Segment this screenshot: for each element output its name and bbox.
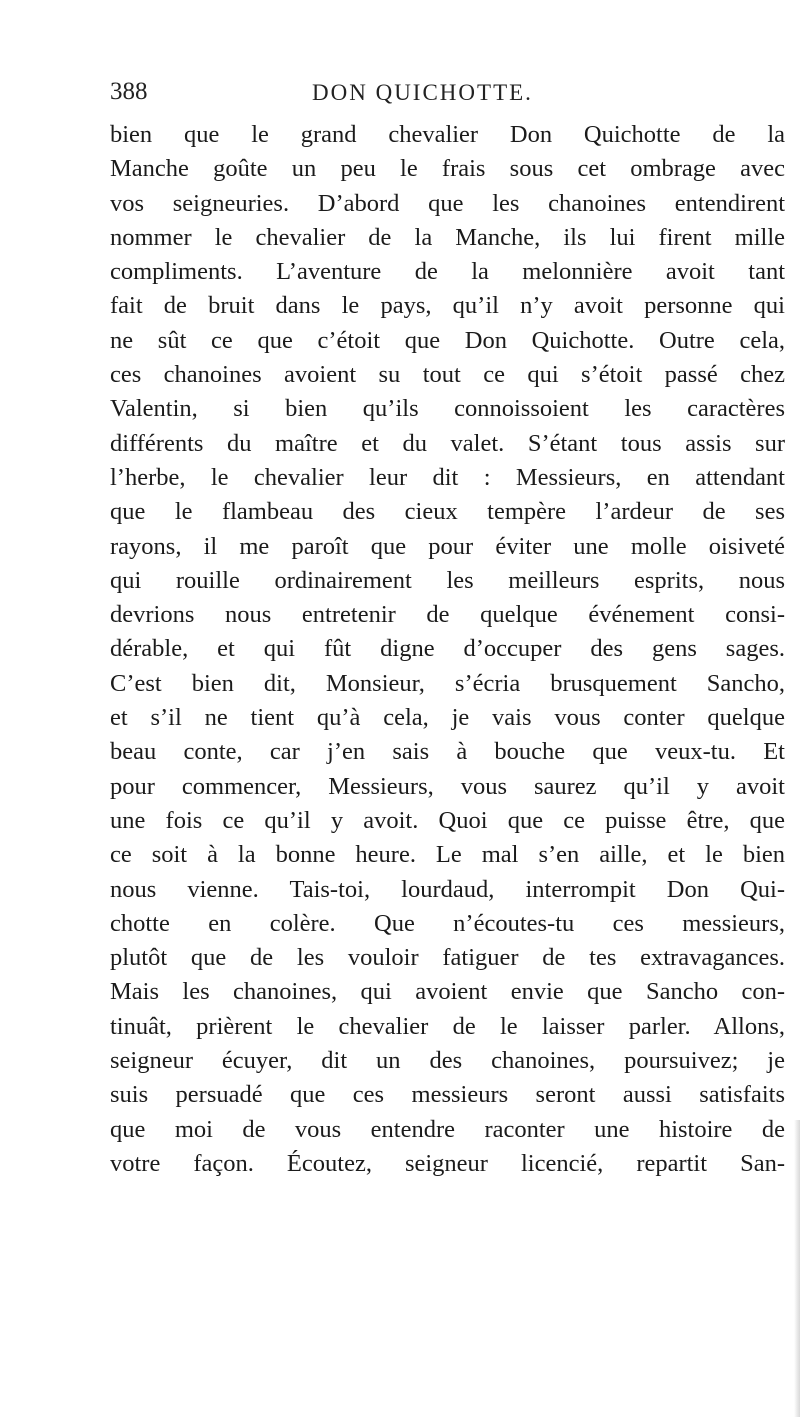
text-line: fait de bruit dans le pays, qu’il n’y avoit personne qui: [110, 292, 785, 320]
text-line: pour commencer, Messieurs, vous saurez qu’il y avoit: [110, 772, 785, 800]
page-header: [110, 78, 790, 114]
text-line: tinuât, prièrent le chevalier de le laisser parler. Allons,: [110, 1012, 785, 1040]
text-line: devrions nous entretenir de quelque événement consi-: [110, 601, 785, 629]
text-line: C’est bien dit, Monsieur, s’écria brusquement Sancho,: [110, 669, 785, 697]
text-line: ne sût ce que c’étoit que Don Quichotte. Outre cela,: [110, 326, 785, 354]
text-line: ces chanoines avoient su tout ce qui s’étoit passé chez: [110, 361, 785, 389]
text-line: Valentin, si bien qu’ils connoissoient les caractères: [110, 395, 785, 423]
text-line: rayons, il me paroît que pour éviter une molle oisiveté: [110, 532, 785, 560]
running-title: DON QUICHOTTE.: [312, 80, 533, 105]
text-line: nous vienne. Tais-toi, lourdaud, interrompit Don Qui-: [110, 875, 785, 903]
text-line: vos seigneuries. D’abord que les chanoines entendirent: [110, 189, 785, 217]
text-line: l’herbe, le chevalier leur dit : Messieurs, en attendant: [110, 463, 785, 491]
text-line: et s’il ne tient qu’à cela, je vais vous conter quelque: [110, 704, 785, 732]
text-line: dérable, et qui fût digne d’occuper des gens sages.: [110, 635, 785, 663]
text-line: beau conte, car j’en sais à bouche que veux-tu. Et: [110, 738, 785, 766]
text-line: que le flambeau des cieux tempère l’ardeur de ses: [110, 498, 785, 526]
page-number: 388: [110, 78, 148, 105]
text-line: Manche goûte un peu le frais sous cet ombrage avec: [110, 155, 785, 183]
text-line: Mais les chanoines, qui avoient envie que Sancho con-: [110, 978, 785, 1006]
text-line: chotte en colère. Que n’écoutes-tu ces messieurs,: [110, 909, 785, 937]
text-line: nommer le chevalier de la Manche, ils lui firent mille: [110, 223, 785, 251]
text-line: une fois ce qu’il y avoit. Quoi que ce puisse être, que: [110, 806, 785, 834]
text-line: bien que le grand chevalier Don Quichotte de la: [110, 121, 785, 148]
text-line: suis persuadé que ces messieurs seront aussi satisfaits: [110, 1081, 785, 1109]
text-line: différents du maître et du valet. S’étant tous assis sur: [110, 429, 785, 457]
text-line: votre façon. Écoutez, seigneur licencié, repartit San-: [110, 1149, 785, 1177]
text-line: compliments. L’aventure de la melonnière avoit tant: [110, 258, 785, 286]
page-edge-shadow: [794, 1120, 800, 1417]
text-line: qui rouille ordinairement les meilleurs esprits, nous: [110, 566, 785, 594]
text-line: ce soit à la bonne heure. Le mal s’en aille, et le bien: [110, 841, 785, 869]
text-line: que moi de vous entendre raconter une histoire de: [110, 1115, 785, 1143]
body-text: [110, 118, 785, 1181]
text-line: plutôt que de les vouloir fatiguer de tes extravagances.: [110, 944, 785, 972]
text-line: seigneur écuyer, dit un des chanoines, poursuivez; je: [110, 1047, 785, 1075]
